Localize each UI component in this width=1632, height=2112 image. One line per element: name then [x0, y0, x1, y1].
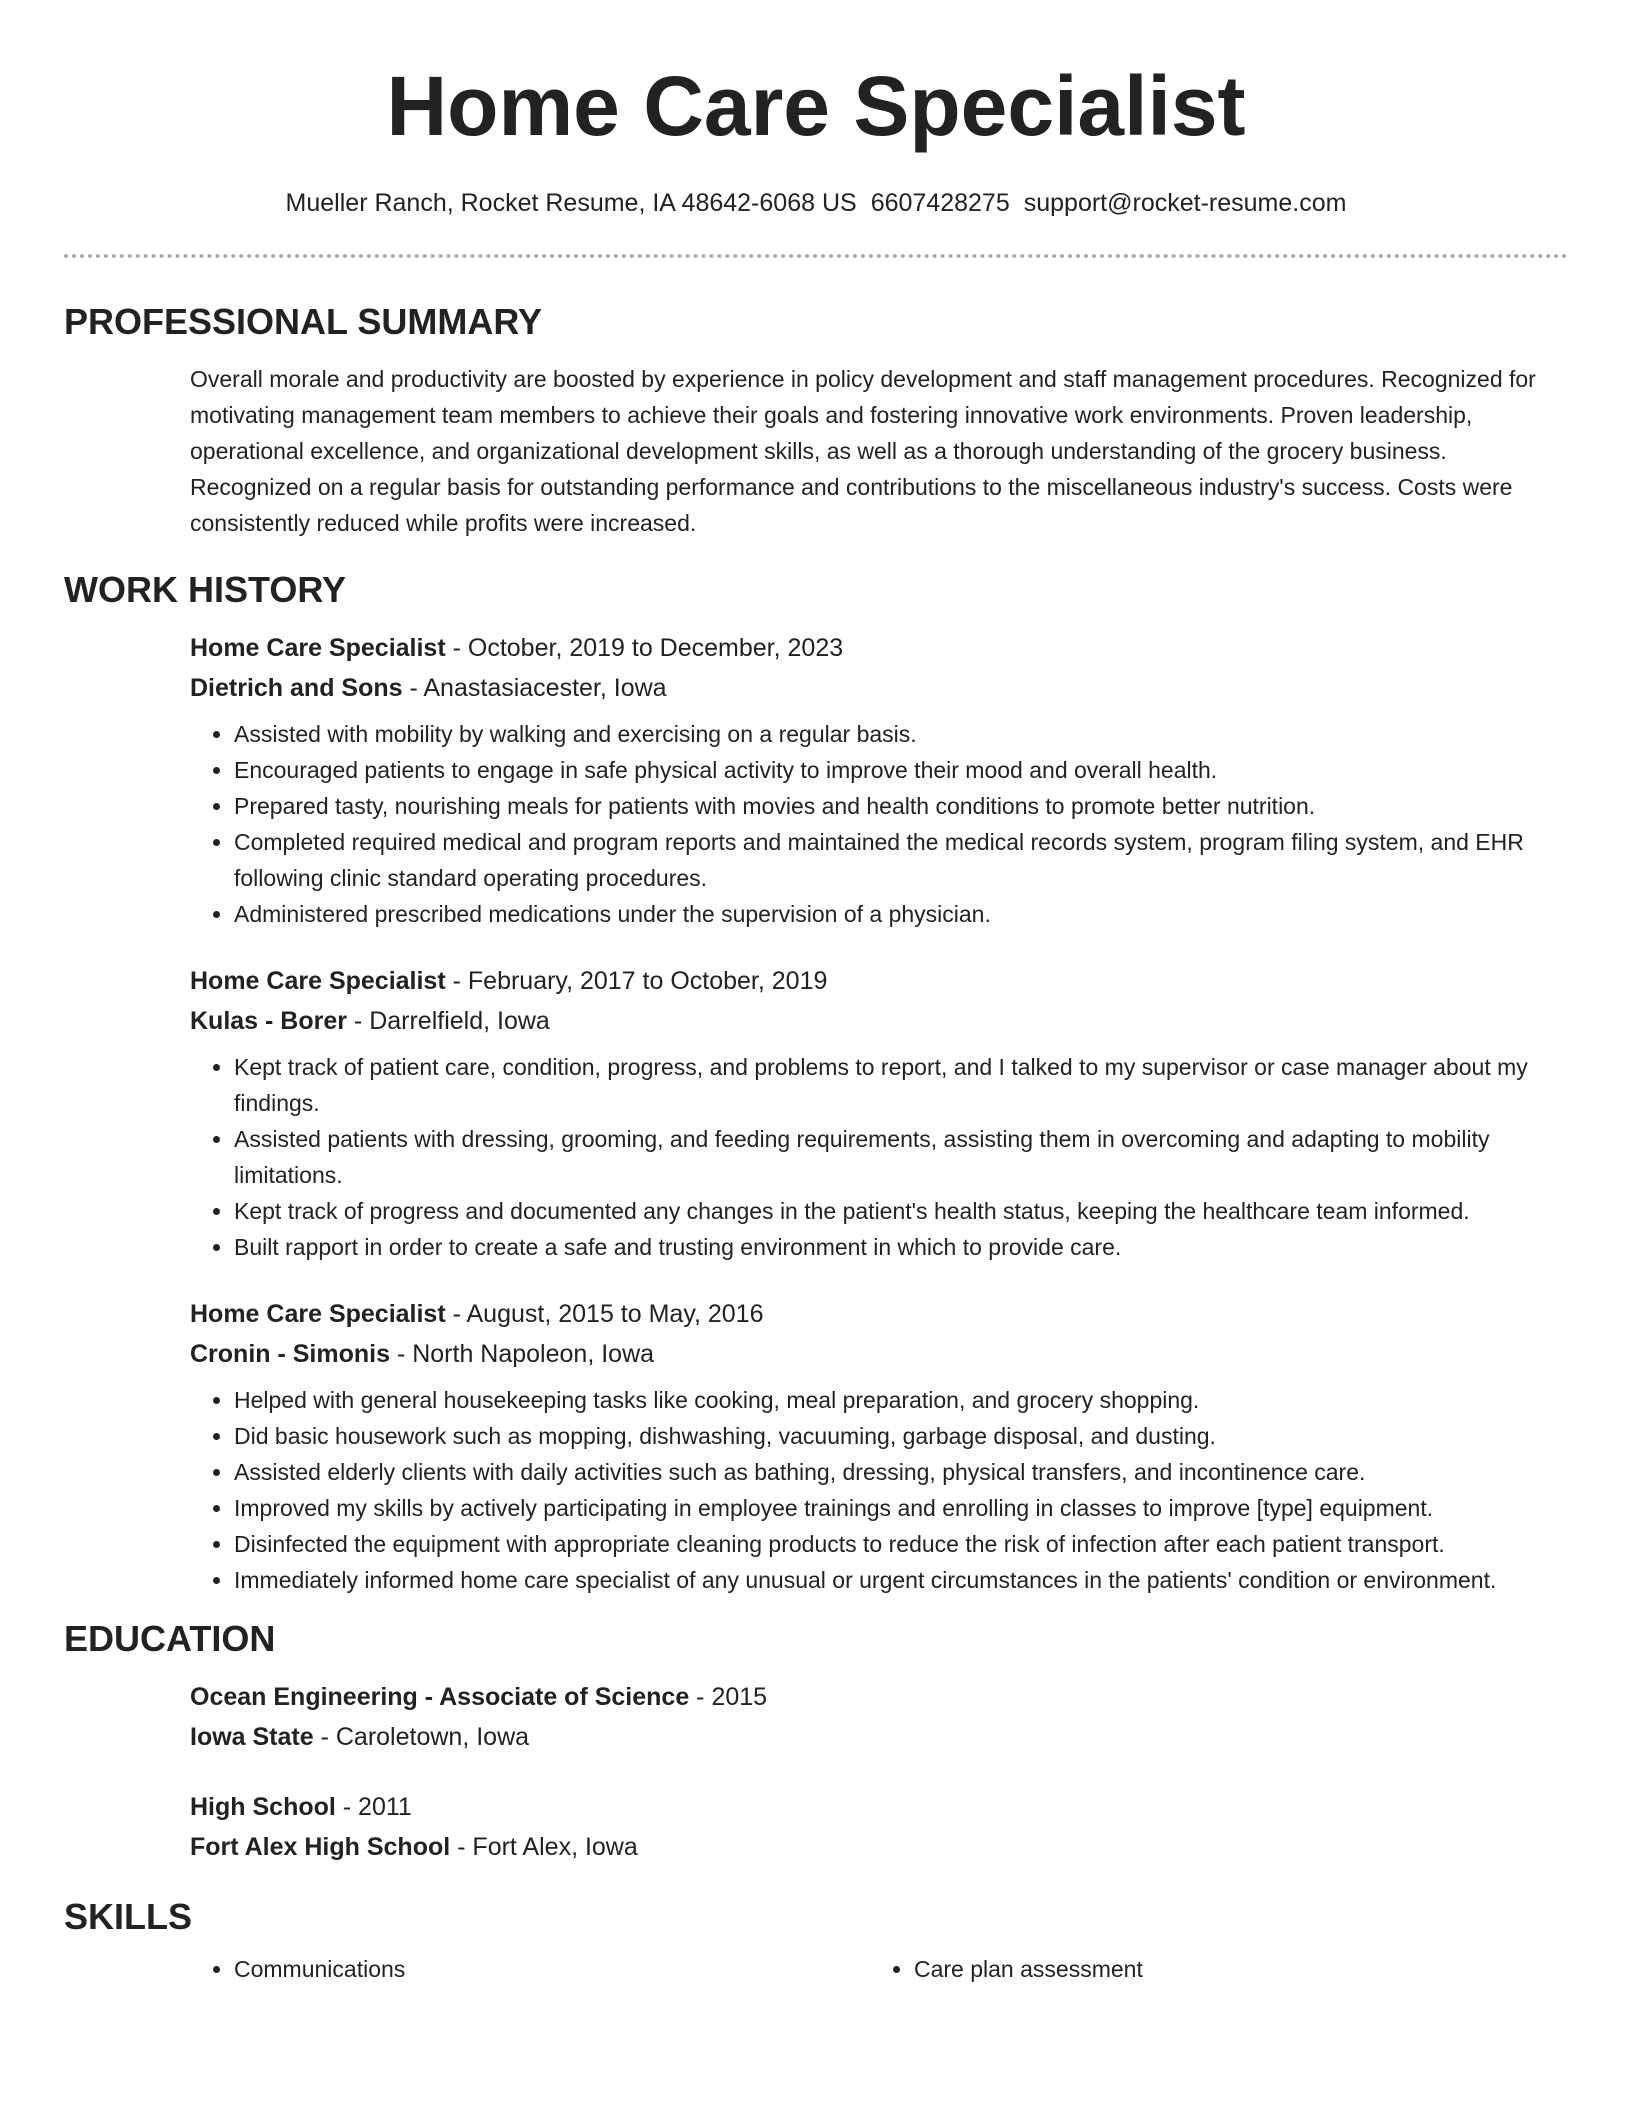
job-role: Home Care Specialist	[190, 1300, 446, 1328]
job-dates: - October, 2019 to December, 2023	[445, 634, 844, 662]
education-school: Fort Alex High School	[190, 1833, 451, 1861]
education-degree-line	[190, 1787, 1568, 1827]
skills-section	[190, 1951, 1568, 1987]
job-bullet: • Encouraged patients to engage in safe physical activity to improve their mood and overall health.	[234, 752, 1568, 788]
education-year: - 2015	[689, 1683, 768, 1711]
job-bullet: • Helped with general housekeeping tasks like cooking, meal preparation, and grocery shopping.	[234, 1382, 1568, 1418]
contact-line	[0, 188, 1632, 218]
contact-phone: 6607428275	[870, 189, 1010, 217]
job-title-line	[190, 628, 1568, 668]
job-bullet: • Improved my skills by actively participating in employee trainings and enrolling in classes to improve [type] equipment.	[234, 1490, 1568, 1526]
job-bullet: • Administered prescribed medications under the supervision of a physician.	[234, 896, 1568, 932]
section-title-summary: PROFESSIONAL SUMMARY	[64, 301, 543, 342]
job-location: - North Napoleon, Iowa	[390, 1340, 655, 1368]
job-bullet: • Disinfected the equipment with appropriate cleaning products to reduce the risk of infection after each patient transport.	[234, 1526, 1568, 1562]
contact-email: support@rocket-resume.com	[1023, 189, 1347, 217]
education-school-line	[190, 1717, 1568, 1757]
job-entry	[190, 628, 1568, 932]
job-bullets	[190, 716, 1568, 932]
education-school-line	[190, 1827, 1568, 1867]
job-company: Dietrich and Sons	[190, 674, 403, 702]
contact-address: Mueller Ranch, Rocket Resume, IA 48642-6068 US	[285, 189, 857, 217]
job-entry	[190, 961, 1568, 1265]
job-bullet: • Did basic housework such as mopping, dishwashing, vacuuming, garbage disposal, and dusting.	[234, 1418, 1568, 1454]
education-entry	[190, 1677, 1568, 1757]
skills-list	[190, 1951, 1568, 1987]
job-bullets	[190, 1382, 1568, 1598]
job-location: - Darrelfield, Iowa	[346, 1007, 550, 1035]
education-degree: Ocean Engineering - Associate of Science	[190, 1683, 690, 1711]
job-location: - Anastasiacester, Iowa	[402, 674, 667, 702]
job-bullet: • Kept track of patient care, condition, progress, and problems to report, and I talked to my supervisor or case manager about my findings.	[234, 1049, 1568, 1121]
work-history-section	[190, 628, 1568, 1598]
job-company: Kulas - Borer	[190, 1007, 347, 1035]
job-company: Cronin - Simonis	[190, 1340, 390, 1368]
job-title-line	[190, 961, 1568, 1001]
education-entry	[190, 1787, 1568, 1867]
job-dates: - February, 2017 to October, 2019	[445, 967, 828, 995]
job-entry	[190, 1294, 1568, 1598]
education-degree-line	[190, 1677, 1568, 1717]
header-divider	[64, 254, 1568, 258]
section-title-work-history: WORK HISTORY	[64, 569, 347, 610]
education-degree: High School	[190, 1793, 336, 1821]
education-school: Iowa State	[190, 1723, 314, 1751]
job-bullet: • Assisted patients with dressing, grooming, and feeding requirements, assisting them in overcoming and adapting to mobility limitations.	[234, 1121, 1568, 1193]
job-bullets	[190, 1049, 1568, 1265]
summary-section	[190, 361, 1568, 541]
job-bullet: • Immediately informed home care specialist of any unusual or urgent circumstances in the patients' condition or environment.	[234, 1562, 1568, 1598]
job-company-line	[190, 1001, 1568, 1041]
summary-text: Overall morale and productivity are boosted by experience in policy development and staff management procedures. Recognized for motivating management team members to achieve their goals and fostering innovative work environments. Proven leadership, operational excellence, and organizational development skills, as well as a thorough understanding of the grocery business. Recognized on a regular basis for outstanding performance and contributions to the miscellaneous industry's success. Costs were consistently reduced while profits were increased.	[190, 366, 1536, 536]
resume-name: Home Care Specialist	[386, 59, 1246, 153]
section-title-education: EDUCATION	[64, 1618, 276, 1659]
job-bullet: • Kept track of progress and documented any changes in the patient's health status, keeping the healthcare team informed.	[234, 1193, 1568, 1229]
job-role: Home Care Specialist	[190, 634, 446, 662]
education-location: - Caroletown, Iowa	[313, 1723, 530, 1751]
job-bullet: • Built rapport in order to create a safe and trusting environment in which to provide care.	[234, 1229, 1568, 1265]
job-dates: - August, 2015 to May, 2016	[445, 1300, 764, 1328]
job-bullet: • Assisted elderly clients with daily activities such as bathing, dressing, physical transfers, and incontinence care.	[234, 1454, 1568, 1490]
section-title-skills: SKILLS	[64, 1896, 193, 1937]
job-company-line	[190, 1334, 1568, 1374]
job-role: Home Care Specialist	[190, 967, 446, 995]
job-company-line	[190, 668, 1568, 708]
skill-item: • Care plan assessment	[914, 1951, 1568, 1987]
job-title-line	[190, 1294, 1568, 1334]
education-section	[190, 1677, 1568, 1867]
job-bullet: • Prepared tasty, nourishing meals for patients with movies and health conditions to promote better nutrition.	[234, 788, 1568, 824]
education-location: - Fort Alex, Iowa	[450, 1833, 638, 1861]
education-year: - 2011	[335, 1793, 412, 1821]
skill-item: • Communications	[234, 1951, 914, 1987]
job-bullet: • Assisted with mobility by walking and exercising on a regular basis.	[234, 716, 1568, 752]
job-bullet: • Completed required medical and program reports and maintained the medical records system, program filing system, and EHR following clinic standard operating procedures.	[234, 824, 1568, 896]
